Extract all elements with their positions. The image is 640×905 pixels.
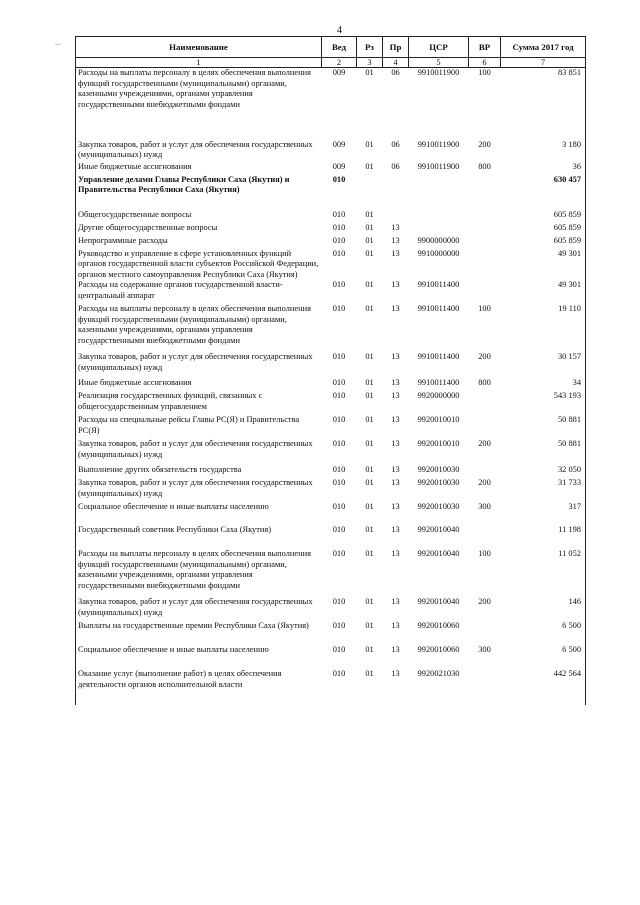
header-sum: Сумма 2017 год	[501, 37, 586, 58]
row-vr	[469, 175, 501, 210]
row-sum: 146	[501, 597, 586, 621]
row-ved: 010	[332, 222, 346, 232]
table-row	[76, 175, 586, 210]
table-row	[76, 378, 586, 391]
row-rz: 01	[365, 669, 374, 679]
row-name: Оказание услуг (выполнение работ) в целях обеспечения деятельности органов исполнительной власти	[76, 669, 322, 705]
row-name: Закупка товаров, работ и услуг для обеспечения государственных (муниципальных) нужд	[76, 439, 322, 465]
row-vr: 200	[478, 352, 491, 362]
row-vr	[469, 621, 501, 645]
row-rz: 01	[365, 439, 374, 449]
row-rz: 01	[365, 280, 374, 290]
row-ved: 010	[332, 465, 346, 475]
row-vr	[469, 249, 501, 281]
row-pr: 13	[391, 621, 400, 631]
row-vr: 100	[478, 549, 491, 559]
row-vr	[469, 415, 501, 439]
row-pr: 13	[391, 248, 400, 258]
row-csr: 9910011900	[417, 68, 460, 77]
row-csr: 9900000000	[417, 235, 460, 245]
row-csr: 9920010040	[417, 525, 460, 535]
row-pr: 13	[391, 280, 400, 290]
row-pr: 13	[391, 352, 400, 362]
column-number: 2	[322, 58, 357, 68]
row-csr: 9910011400	[417, 280, 460, 290]
column-number: 5	[409, 58, 469, 68]
table-row	[76, 415, 586, 439]
row-pr: 13	[391, 222, 400, 232]
row-rz: 01	[365, 597, 374, 607]
row-rz: 01	[365, 248, 374, 258]
row-sum: 30 157	[501, 352, 586, 378]
row-pr	[383, 210, 409, 223]
row-ved: 010	[332, 549, 346, 559]
row-csr: 9920010030	[417, 502, 460, 512]
row-vr: 300	[478, 502, 491, 512]
row-pr: 13	[391, 415, 400, 425]
row-ved: 010	[332, 280, 346, 290]
column-number: 7	[501, 58, 586, 68]
row-sum: 11 198	[501, 525, 586, 549]
row-vr	[469, 669, 501, 705]
row-sum: 317	[501, 502, 586, 525]
header-row	[76, 37, 586, 58]
row-csr: 9920010040	[417, 549, 460, 559]
row-vr	[469, 280, 501, 304]
table-row	[76, 669, 586, 705]
row-vr: 200	[478, 439, 491, 449]
row-ved: 010	[332, 235, 346, 245]
table-row	[76, 280, 586, 304]
row-name: Закупка товаров, работ и услуг для обеспечения государственных (муниципальных) нужд	[76, 597, 322, 621]
row-name: Расходы на выплаты персоналу в целях обеспечения выполнения функций государственными (муниципальными) органами, казенными учреждениями, органами управления государственными внебюджетными фондами	[76, 304, 322, 352]
row-sum: 36	[501, 162, 586, 175]
row-rz: 01	[365, 139, 374, 149]
row-pr: 13	[391, 478, 400, 488]
row-rz: 01	[365, 525, 374, 535]
row-sum: 3 180	[501, 140, 586, 162]
row-pr: 13	[391, 597, 400, 607]
row-vr: 100	[478, 68, 491, 77]
row-rz: 01	[365, 352, 374, 362]
row-ved: 010	[332, 525, 346, 535]
row-ved: 010	[332, 621, 346, 631]
row-csr: 9910011900	[417, 161, 460, 171]
row-rz: 01	[365, 502, 374, 512]
row-sum: 605 859	[501, 223, 586, 236]
row-pr: 13	[391, 235, 400, 245]
header-ved: Вед	[322, 37, 357, 58]
row-ved: 010	[332, 248, 346, 258]
margin-mark: ...	[55, 38, 61, 47]
row-sum: 630 457	[501, 175, 586, 210]
row-name: Выполнение других обязательств государства	[76, 465, 322, 478]
row-vr	[469, 465, 501, 478]
row-rz: 01	[365, 645, 374, 655]
row-name: Общегосударственные вопросы	[76, 210, 322, 223]
row-vr: 200	[478, 139, 491, 149]
row-name: Закупка товаров, работ и услуг для обеспечения государственных (муниципальных) нужд	[76, 140, 322, 162]
row-sum: 32 050	[501, 465, 586, 478]
row-csr	[409, 223, 469, 236]
row-csr: 9920010010	[417, 415, 460, 425]
row-name: Иные бюджетные ассигнования	[76, 378, 322, 391]
row-name: Расходы на специальные рейсы Главы РС(Я) и Правительства РС(Я)	[76, 415, 322, 439]
row-csr: 9920010030	[417, 465, 460, 475]
row-sum: 49 301	[501, 280, 586, 304]
row-ved: 009	[332, 161, 346, 171]
table-row	[76, 236, 586, 249]
column-number: 3	[357, 58, 383, 68]
row-csr: 9910011400	[417, 352, 460, 362]
row-vr	[469, 210, 501, 223]
row-csr: 9910011400	[417, 304, 460, 314]
row-ved: 010	[332, 502, 346, 512]
row-vr: 800	[478, 161, 491, 171]
row-csr: 9910000000	[417, 248, 460, 258]
page-number: 4	[337, 25, 342, 36]
column-number: 1	[76, 58, 322, 68]
table-row	[76, 502, 586, 525]
row-csr: 9910011900	[417, 139, 460, 149]
row-rz: 01	[365, 415, 374, 425]
table-row	[76, 249, 586, 281]
row-pr	[383, 175, 409, 210]
table-row	[76, 621, 586, 645]
row-pr: 13	[391, 391, 400, 401]
row-sum: 442 564	[501, 669, 586, 705]
row-name: Расходы на выплаты персоналу в целях обеспечения выполнения функций государственными (муниципальными) органами, казенными учреждениями, органами управления государственными внебюджетными фондами	[76, 68, 322, 140]
row-name: Непрограммные расходы	[76, 236, 322, 249]
row-name: Социальное обеспечение и иные выплаты населению	[76, 645, 322, 669]
row-csr: 9920000000	[417, 391, 460, 401]
row-sum: 34	[501, 378, 586, 391]
row-rz: 01	[365, 222, 374, 232]
header-csr: ЦСР	[409, 37, 469, 58]
row-pr: 13	[391, 669, 400, 679]
table-row	[76, 478, 586, 502]
row-sum: 50 881	[501, 415, 586, 439]
row-csr: 9920010060	[417, 645, 460, 655]
row-name: Выплаты на государственные премии Республики Саха (Якутия)	[76, 621, 322, 645]
row-rz: 01	[365, 391, 374, 401]
row-ved: 010	[332, 478, 346, 488]
table-row	[76, 645, 586, 669]
row-sum: 6 500	[501, 645, 586, 669]
row-vr	[469, 223, 501, 236]
row-sum: 6 500	[501, 621, 586, 645]
row-rz: 01	[365, 161, 374, 171]
column-number-row	[76, 58, 586, 68]
row-vr: 200	[478, 597, 491, 607]
row-name: Социальное обеспечение и иные выплаты населению	[76, 502, 322, 525]
row-ved: 010	[332, 391, 346, 401]
table-row	[76, 465, 586, 478]
table-row	[76, 304, 586, 352]
header-name: Наименование	[76, 37, 322, 58]
row-ved: 010	[332, 597, 346, 607]
row-pr: 13	[391, 378, 400, 388]
row-rz: 01	[365, 549, 374, 559]
row-name: Расходы на выплаты персоналу в целях обеспечения выполнения функций государственными (муниципальными) органами, казенными учреждениями, органами управления государственными внебюджетными фондами	[76, 549, 322, 597]
row-csr: 9920021030	[417, 669, 460, 679]
row-ved: 010	[332, 304, 346, 314]
row-rz: 01	[365, 304, 374, 314]
table-row	[76, 439, 586, 465]
row-pr: 13	[391, 645, 400, 655]
row-vr	[469, 391, 501, 415]
row-ved: 010	[332, 439, 346, 449]
row-csr: 9910011400	[417, 378, 460, 388]
row-ved: 010	[332, 669, 346, 679]
row-pr: 06	[391, 68, 400, 77]
row-rz: 01	[365, 478, 374, 488]
row-vr: 300	[478, 645, 491, 655]
row-name: Другие общегосударственные вопросы	[76, 223, 322, 236]
row-sum: 605 859	[501, 210, 586, 223]
row-vr: 800	[478, 378, 491, 388]
row-csr: 9920010030	[417, 478, 460, 488]
column-number: 4	[383, 58, 409, 68]
row-pr: 13	[391, 525, 400, 535]
row-rz: 01	[365, 378, 374, 388]
row-rz: 01	[365, 235, 374, 245]
row-ved: 010	[332, 209, 346, 219]
row-pr: 13	[391, 465, 400, 475]
row-pr: 06	[391, 161, 400, 171]
row-ved: 009	[332, 68, 346, 77]
row-pr: 13	[391, 549, 400, 559]
header-rz: Рз	[357, 37, 383, 58]
row-name: Закупка товаров, работ и услуг для обеспечения государственных (муниципальных) нужд	[76, 352, 322, 378]
row-sum: 11 052	[501, 549, 586, 597]
table-row	[76, 352, 586, 378]
row-rz: 01	[365, 621, 374, 631]
row-pr: 06	[391, 139, 400, 149]
table-row	[76, 223, 586, 236]
table-row	[76, 597, 586, 621]
table-row	[76, 68, 586, 140]
row-rz	[357, 175, 383, 210]
row-ved: 009	[332, 139, 346, 149]
row-csr: 9920010060	[417, 621, 460, 631]
row-ved: 010	[332, 174, 346, 184]
table-row	[76, 210, 586, 223]
row-ved: 010	[332, 415, 346, 425]
row-csr: 9920010010	[417, 439, 460, 449]
row-csr	[409, 175, 469, 210]
row-sum: 83 851	[501, 68, 586, 140]
row-sum: 31 733	[501, 478, 586, 502]
row-pr: 13	[391, 304, 400, 314]
header-pr: Пр	[383, 37, 409, 58]
table-row	[76, 140, 586, 162]
row-name: Управление делами Главы Республики Саха (Якутия) и Правительства Республики Саха (Якутия)	[76, 175, 322, 210]
table-row	[76, 162, 586, 175]
row-sum: 49 301	[501, 249, 586, 281]
row-ved: 010	[332, 645, 346, 655]
row-vr: 100	[478, 304, 491, 314]
header-vr: ВР	[469, 37, 501, 58]
row-pr: 13	[391, 502, 400, 512]
row-csr: 9920010040	[417, 597, 460, 607]
row-sum: 605 859	[501, 236, 586, 249]
budget-table	[75, 36, 586, 705]
table-row	[76, 391, 586, 415]
row-vr	[469, 525, 501, 549]
row-rz: 01	[365, 68, 374, 77]
row-rz: 01	[365, 209, 374, 219]
row-sum: 543 193	[501, 391, 586, 415]
table-row	[76, 549, 586, 597]
row-pr: 13	[391, 439, 400, 449]
row-csr	[409, 210, 469, 223]
row-name: Иные бюджетные ассигнования	[76, 162, 322, 175]
row-name: Реализация государственных функций, связанных с общегосударственным управлением	[76, 391, 322, 415]
row-sum: 19 110	[501, 304, 586, 352]
row-name: Руководство и управление в сфере установленных функций органов государственной власти субъектов Российской Федерации, органов местного самоуправления Республики Саха (Якутия)	[76, 249, 322, 281]
row-rz: 01	[365, 465, 374, 475]
column-number: 6	[469, 58, 501, 68]
row-name: Государственный советник Республики Саха (Якутия)	[76, 525, 322, 549]
row-sum: 50 881	[501, 439, 586, 465]
row-vr	[469, 236, 501, 249]
row-ved: 010	[332, 378, 346, 388]
row-name: Закупка товаров, работ и услуг для обеспечения государственных (муниципальных) нужд	[76, 478, 322, 502]
table-row	[76, 525, 586, 549]
row-ved: 010	[332, 352, 346, 362]
row-vr: 200	[478, 478, 491, 488]
row-name: Расходы на содержание органов государственной власти- центральный аппарат	[76, 280, 322, 304]
